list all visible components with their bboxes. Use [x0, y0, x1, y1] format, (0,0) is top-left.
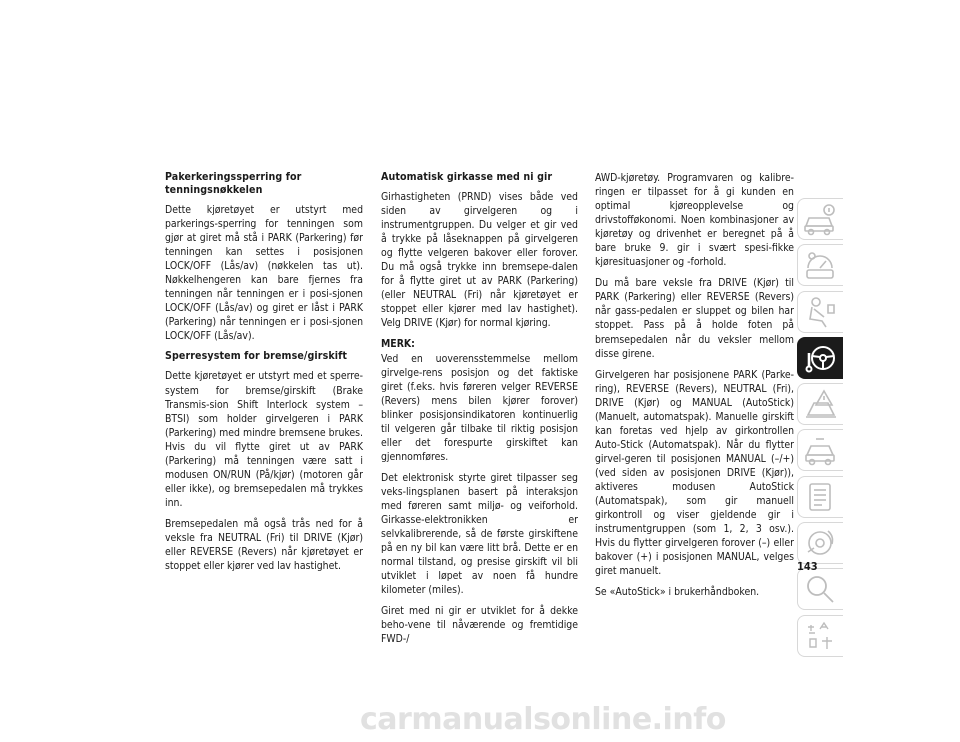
- checklist-icon: [802, 480, 838, 514]
- dashboard-lights-icon: [802, 248, 838, 282]
- tab-vehicle-info[interactable]: [797, 198, 843, 240]
- paragraph: Det elektronisk styrte giret tilpasser seg veks-lingsplanen basert på interaksjon med føreren samt miljø- og veiforhold. Girkasse-elektronikken er selvkalibrerende, så de første girskiftene på en ny bil kan være litt brå. Dette er en normal tilstand, og presise girskift vil bli utviklet i løpet av noen få hundre kilometer (miles).: [381, 471, 578, 597]
- languages-icon: [802, 619, 838, 653]
- note-label: MERK:: [381, 338, 415, 351]
- tab-multimedia[interactable]: [797, 522, 843, 564]
- search-index-icon: [802, 572, 838, 606]
- tab-emergency[interactable]: [797, 383, 843, 425]
- paragraph: Girhastigheten (PRND) vises både ved siden av girvelgeren og i instrumentgruppen. Du velger et gir ved å trykke på låseknappen på girvelgeren og flytte velgeren bakover eller forover. Du må også trykke inn bremsepe-dalen for å flytte giret ut av PARK (Parkering) (eller NEUTRAL (Fri) når kjøretøyet er stoppet eller kjører med lav hastighet). Velg DRIVE (Kjør) for normal kjøring.: [381, 191, 578, 330]
- paragraph: Dette kjøretøyet er utstyrt med parkerings-sperring for tenningen som gjør at giret må stå i PARK (Parkering) før tenningen kan settes i posisjonen LOCK/OFF (Lås/av) (nøkkelen tas ut). Nøkkelhengeren kan bare fjernes fra tenningen når tenningen er i posi-sjonen LOCK/OFF (Lås/av) og giret er låst i PARK (Parkering) når tenningen er i posi-sjonen LOCK/OFF (Lås/av).: [165, 204, 363, 343]
- tab-specifications[interactable]: [797, 476, 843, 518]
- note-text: Ved en uoverensstemmelse mellom girvelge-rens posisjon og det faktiske giret (f.eks. hvis føreren velger REVERSE (Revers) mens bilen kjører forover) blinker posisjonsindikatoren kontinuerlig til velgeren går tilbake til riktig posisjon eller det forespurte girskiftet kan gjennomføres.: [381, 352, 578, 463]
- paragraph: Se «AutoStick» i brukerhåndboken.: [595, 586, 760, 599]
- tab-languages[interactable]: [797, 615, 843, 657]
- note: [381, 337, 578, 463]
- emergency-warning-icon: [802, 387, 838, 421]
- chapter-tabs: [797, 198, 847, 661]
- safety-seat-icon: [802, 295, 838, 329]
- tab-index[interactable]: [797, 568, 843, 610]
- tab-safety[interactable]: [797, 291, 843, 333]
- tab-dashboard[interactable]: [797, 244, 843, 286]
- multimedia-icon: [802, 526, 838, 560]
- car-info-icon: [802, 202, 838, 236]
- tab-service[interactable]: [797, 429, 843, 471]
- steering-wheel-icon: [802, 341, 838, 375]
- page-number: 143: [797, 560, 818, 573]
- text-column-2: [381, 171, 578, 653]
- car-service-icon: [802, 433, 838, 467]
- tab-starting-operating[interactable]: [797, 337, 843, 379]
- paragraph: AWD-kjøretøy. Programvaren og kalibre-ringen er tilpasset for å gi kunden en optimal kjøreopplevelse og drivstofføkonomi. Noen kombinasjoner av kjøretøy og drivenhet er beregnet på å bare bruke 9. gir i svært spesi-fikke kjøresituasjoner og -forhold.: [595, 172, 794, 269]
- paragraph: Giret med ni gir er utviklet for å dekke beho-vene til nåværende og fremtidige FWD-/: [381, 605, 578, 646]
- text-column-1: [165, 171, 363, 580]
- section-heading-ignition-interlock: Pakerkeringssperring for tenningsnøkkelen: [165, 171, 302, 196]
- text-column-3: [595, 171, 794, 606]
- paragraph: Du må bare veksle fra DRIVE (Kjør) til PARK (Parkering) eller REVERSE (Revers) når gass-pedalen er sluppet og bilen har stoppet. Pass på å holde foten på bremsepedalen når du veksler mellom disse girene.: [595, 277, 794, 360]
- paragraph: Bremsepedalen må også trås ned for å veksle fra NEUTRAL (Fri) til DRIVE (Kjør) eller REVERSE (Revers) når kjøretøyet er stoppet eller kjører ved lav hastighet.: [165, 517, 363, 573]
- section-heading-brake-shift-interlock: Sperresystem for bremse/girskift: [165, 350, 348, 363]
- section-heading-nine-speed-transmission: Automatisk girkasse med ni gir: [381, 171, 553, 183]
- paragraph: Girvelgeren har posisjonene PARK (Parke-ring), REVERSE (Revers), NEUTRAL (Fri), DRIVE (Kjør) og MANUAL (AutoStick) (Manuelt, automatspak). Manuelle girskift kan foretas ved hjelp av girkontrollen Auto-Stick (Automatspak). Når du flytter girvel-geren til posisjonen MANUAL (–/+) (ved siden av posisjonen DRIVE (Kjør)), aktiveres modusen AutoStick (Automatspak), som gir manuell girkontroll og viser gjeldende gir i instrumentgruppen (som 1, 2, 3 osv.). Hvis du flytter girvelgeren forover (–) eller bakover (+) i posisjonen MANUAL, velges giret manuelt.: [595, 368, 794, 578]
- paragraph: Dette kjøretøyet er utstyrt med et sperre-system for bremse/girskift (Brake Transmis-sion Shift Interlock system – BTSI) som holder girvelgeren i PARK (Parkering) med mindre bremsene brukes. Hvis du vil flytte giret ut av PARK (Parkering) må tenningen være satt i modusen ON/RUN (På/kjør) (motoren går eller ikke), og bremsepedalen må trykkes inn.: [165, 370, 363, 509]
- watermark-text: carmanualsonline.info: [360, 702, 726, 737]
